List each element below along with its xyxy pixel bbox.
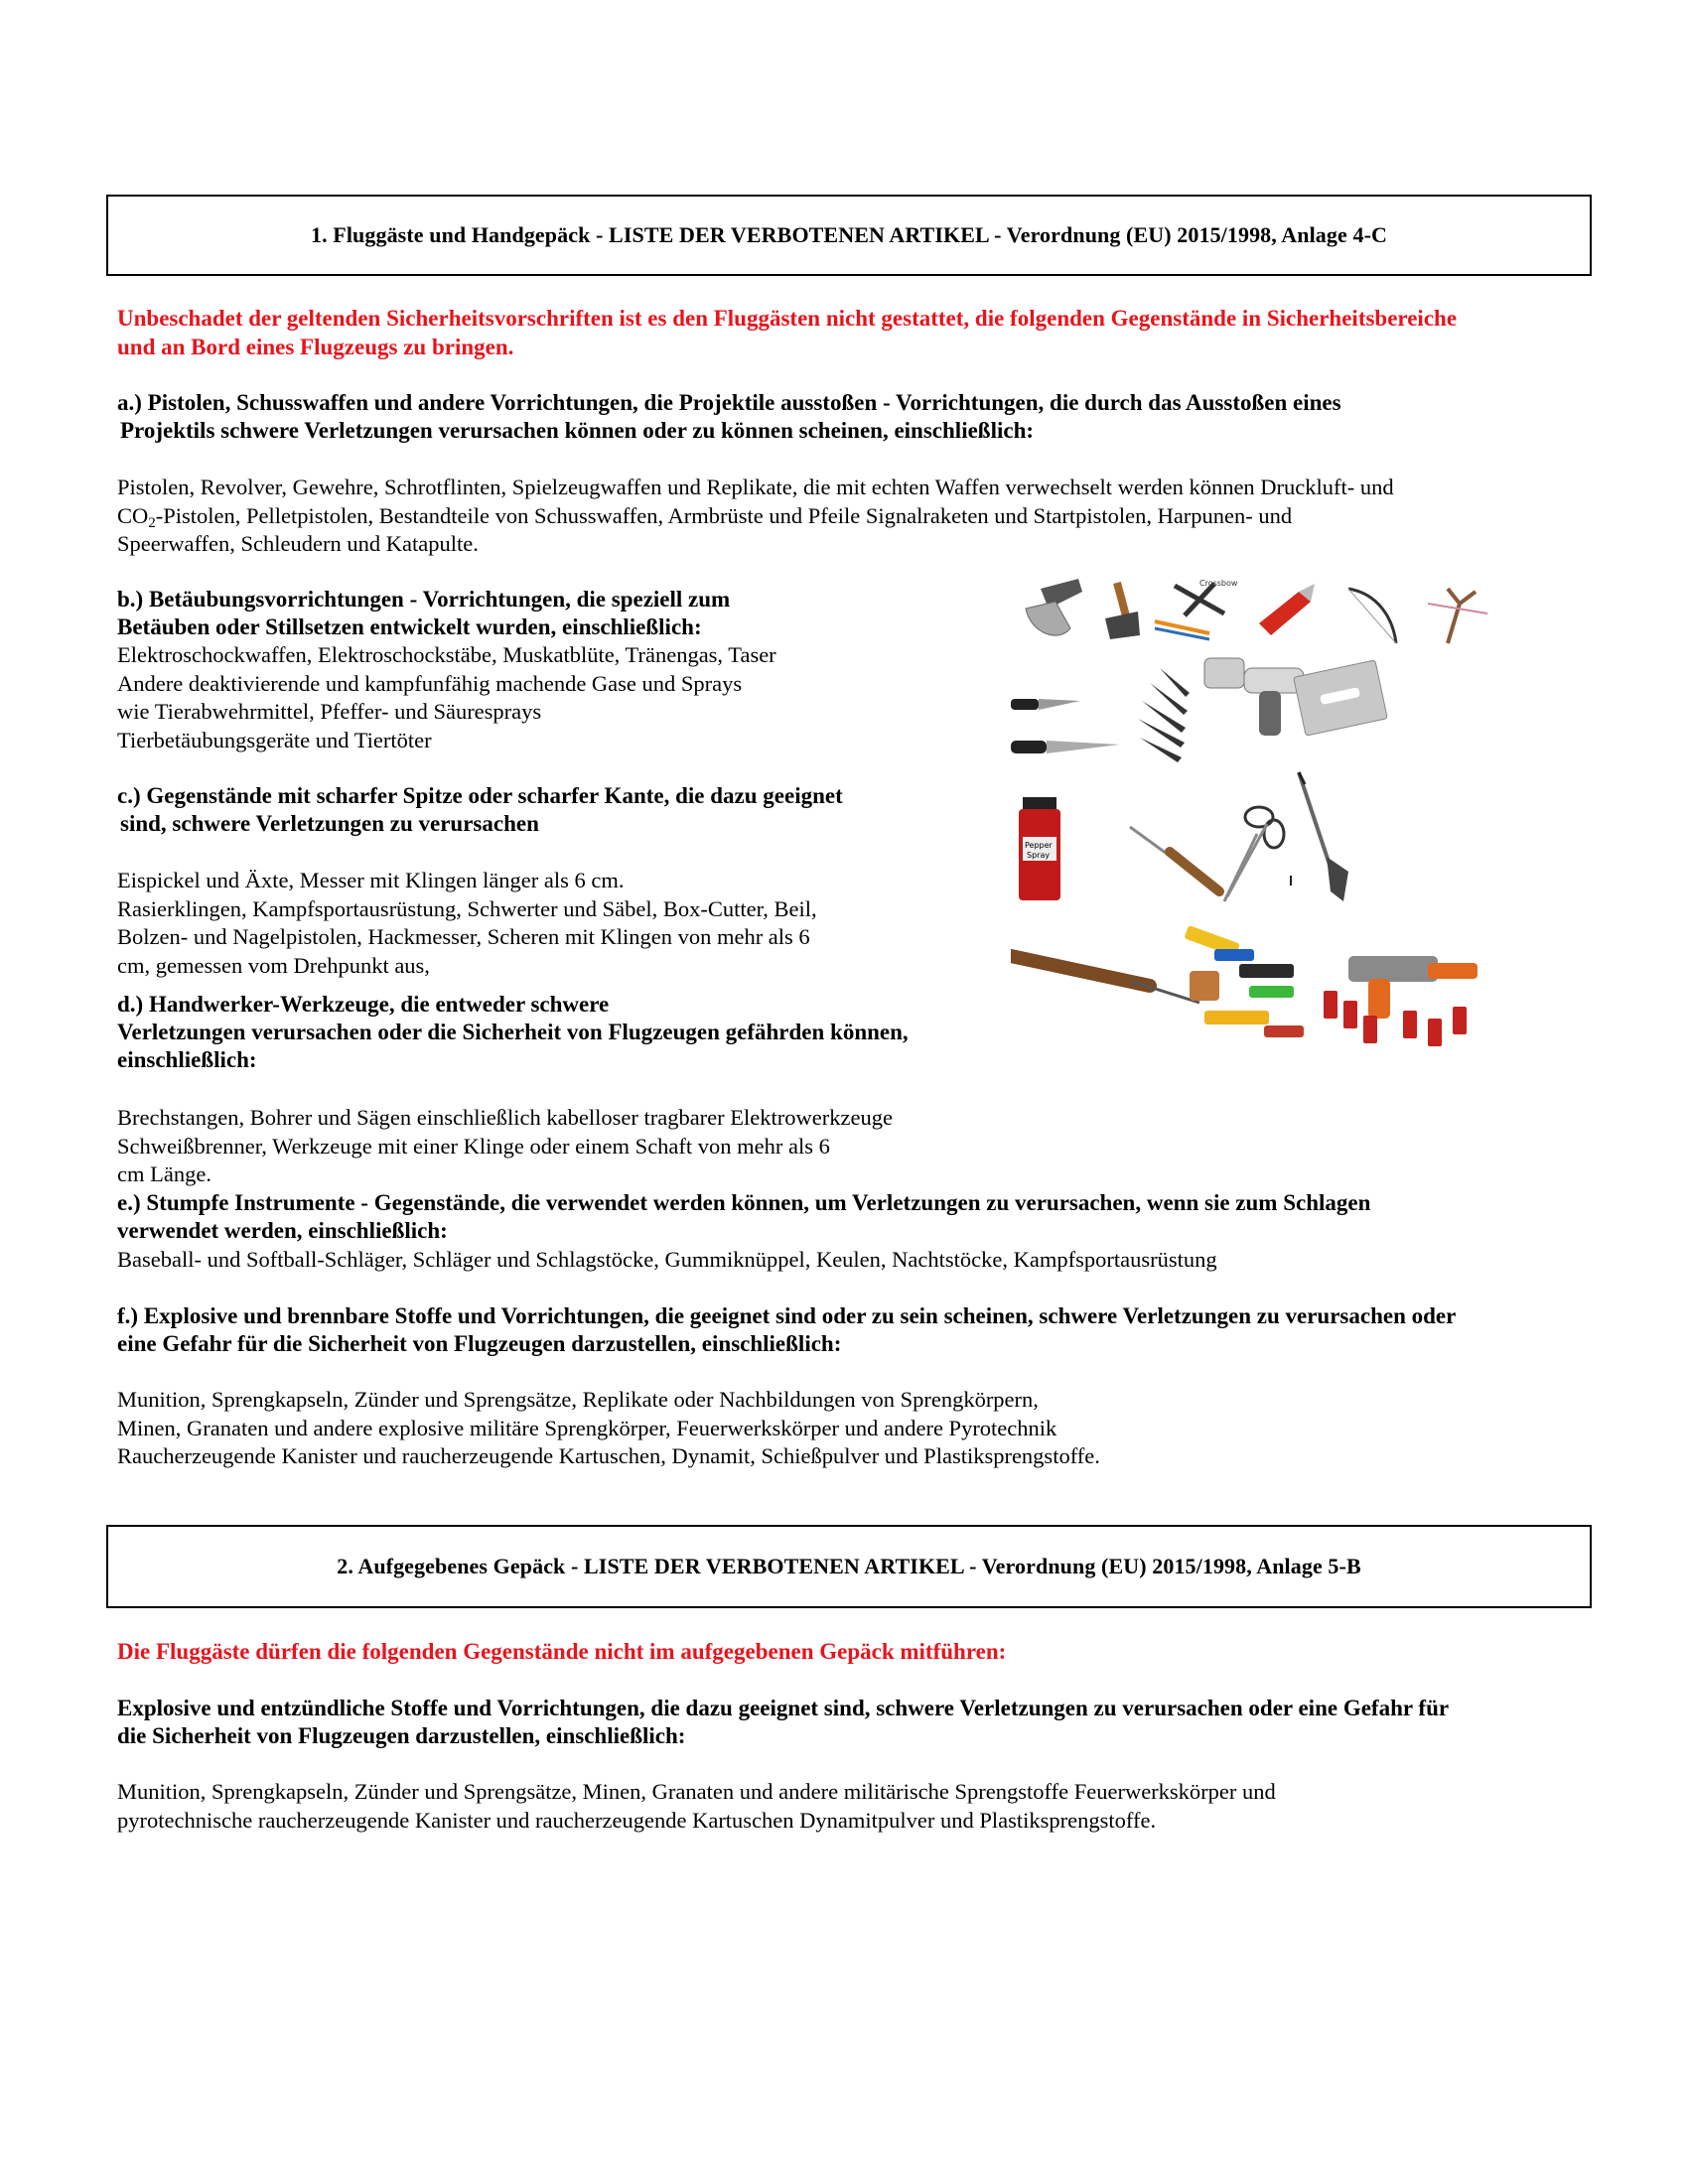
body-line: Eispickel und Äxte, Messer mit Klingen länger als 6 cm. [117,868,625,892]
heading-line: e.) Stumpfe Instrumente - Gegenstände, die verwendet werden können, um Verletzungen zu verursachen, wenn sie zum Schlagen [117,1190,1371,1215]
section-b-body [117,641,776,754]
co2-subscript: 2 [148,514,156,531]
speargun-icon [1291,772,1348,901]
heading-line: die Sicherheit von Flugzeugen darzustellen, einschließlich: [117,1723,686,1748]
section-c-heading [117,782,843,838]
section-f-body [117,1386,1100,1471]
section-a-body [117,474,1394,559]
body-line: Munition, Sprengkapseln, Zünder und Sprengsätze, Minen, Granaten und andere militärische Sprengstoffe Feuerwerkskörper und [117,1779,1276,1804]
intro-line: Unbeschadet der geltenden Sicherheitsvorschriften ist es den Fluggästen nicht gestattet, die folgenden Gegenstände in Sicherheitsbereiche [117,306,1458,331]
cartridges-icon [1324,991,1467,1046]
body-line: Bolzen- und Nagelpistolen, Hackmesser, Scheren mit Klingen von mehr als 6 [117,924,810,949]
section2-heading [117,1695,1449,1750]
body-line: Andere deaktivierende und kampfunfähig machende Gase und Sprays [117,670,743,696]
heading-line: Projektils schwere Verletzungen verursachen können oder zu können scheinen, einschließlich: [120,418,1035,443]
heading-line: c.) Gegenstände mit scharfer Spitze oder scharfer Kante, die dazu geeignet [117,783,843,808]
ice-pick-icon [1130,827,1219,891]
section1-title: 1. Fluggäste und Handgepäck - LISTE DER VERBOTENEN ARTIKEL - Verordnung (EU) 2015/1998, Anlage 4-C [311,222,1387,247]
body-line: Minen, Granaten und andere explosive militäre Sprengkörper, Feuerwerkskörper und andere Pyrotechnik [117,1415,1057,1440]
heading-line: d.) Handwerker-Werkzeuge, die entweder schwere [117,992,610,1017]
heading-line: verwendet werden, einschließlich: [117,1218,448,1243]
section-c-body [117,867,817,980]
heading-line: einschließlich: [117,1047,257,1072]
heading-line: Explosive und entzündliche Stoffe und Vorrichtungen, die dazu geeignet sind, schwere Verletzungen zu verursachen oder eine Gefahr für [117,1696,1450,1720]
body-line: cm, gemessen vom Drehpunkt aus, [117,952,430,978]
section2-title-box [106,1525,1592,1608]
flare-gun-icon [1204,658,1304,736]
crossbow-icon [1155,579,1238,639]
section-d-heading [117,991,909,1074]
razor-blade-icon [1294,660,1388,736]
section1-intro [117,304,1457,361]
crossbow-label: Crossbow [1199,579,1238,588]
body-line-rest: -Pistolen, Pelletpistolen, Bestandteile von Schusswaffen, Armbrüste und Pfeile Signalraketen und Startpistolen, Harpunen- und [155,502,1293,528]
heading-line: sind, schwere Verletzungen zu verursachen [120,811,539,836]
spray-label: Spray [1027,851,1051,860]
body-line: Speerwaffen, Schleudern und Katapulte. [117,531,479,556]
section-d-body [117,1104,893,1189]
section-e-body [117,1246,1217,1275]
heading-line: f.) Explosive und brennbare Stoffe und Vorrichtungen, die geeignet sind oder zu sein scheinen, schwere Verletzungen zu verursachen oder [117,1303,1457,1328]
heading-line: a.) Pistolen, Schusswaffen und andere Vorrichtungen, die Projektile ausstoßen - Vorrichtungen, die durch das Ausstoßen eines [117,390,1341,415]
knife-icon [1011,699,1120,753]
body-line: Rasierklingen, Kampfsportausrüstung, Schwerter und Säbel, Box-Cutter, Beil, [117,895,817,921]
rifle-icon [1011,956,1199,1003]
body-line: Tierbetäubungsgeräte und Tiertöter [117,727,432,752]
scissors-icon [1224,807,1284,901]
body-line: Elektroschockwaffen, Elektroschockstäbe, Muskatblüte, Tränengas, Taser [117,642,776,667]
body-line: Brechstangen, Bohrer und Sägen einschließlich kabelloser tragbarer Elektrowerkzeuge [117,1105,893,1130]
section-f-heading [117,1302,1456,1358]
hatchet-icon [1105,582,1140,639]
body-line: Munition, Sprengkapseln, Zünder und Sprengsätze, Replikate oder Nachbildungen von Sprengkörpern, [117,1387,1039,1412]
body-line [117,502,1394,531]
intro-line: und an Bord eines Flugzeugs zu bringen. [117,335,514,359]
throwing-knives-icon [1138,668,1190,762]
box-cutter-icon [1259,584,1315,635]
section2-intro: Die Fluggäste dürfen die folgenden Gegenstände nicht im aufgegebenen Gepäck mitführen: [117,1639,1007,1664]
body-line: Baseball- und Softball-Schläger, Schläger und Schlagstöcke, Gummiknüppel, Keulen, Nachtstöcke, Kampfsportausrüstung [117,1247,1217,1272]
body-line: Raucherzeugende Kanister und raucherzeugende Kartuschen, Dynamit, Schießpulver und Plastiksprengstoffe. [117,1443,1100,1468]
bow-icon [1348,589,1396,643]
heading-line: Betäuben oder Stillsetzen entwickelt wurden, einschließlich: [117,614,702,639]
body-line: wie Tierabwehrmittel, Pfeffer- und Säuresprays [117,699,542,724]
section1-title-box [106,195,1592,276]
section2-body [117,1778,1276,1835]
co2-text: CO [117,502,149,528]
section-a-heading [117,389,1341,445]
section-b-heading [117,586,730,641]
heading-line: eine Gefahr für die Sicherheit von Flugzeugen darzustellen, einschließlich: [117,1331,842,1356]
body-line: pyrotechnische raucherzeugende Kanister und raucherzeugende Kartuschen Dynamitpulver und Plastiksprengstoffe. [117,1807,1157,1833]
heading-line: b.) Betäubungsvorrichtungen - Vorrichtungen, die speziell zum [117,587,731,612]
section-e-heading [117,1189,1370,1245]
body-line: cm Länge. [117,1161,211,1186]
spray-label: Pepper [1025,841,1053,850]
pepper-spray-icon [1019,797,1060,900]
prohibited-items-collage [1011,574,1589,1064]
slingshot-icon [1428,589,1487,643]
toy-guns-icon [1184,925,1304,1037]
section2-title: 2. Aufgegebenes Gepäck - LISTE DER VERBOTENEN ARTIKEL - Verordnung (EU) 2015/1998, Anlage 5-B [337,1554,1361,1578]
body-line: Schweißbrenner, Werkzeuge mit einer Klinge oder einem Schaft von mehr als 6 [117,1133,830,1159]
axe-icon [1026,579,1082,635]
body-line: Pistolen, Revolver, Gewehre, Schrotflinten, Spielzeugwaffen und Replikate, die mit echten Waffen verwechselt werden können Druckluft- und [117,475,1394,499]
heading-line: Verletzungen verursachen oder die Sicherheit von Flugzeugen gefährden können, [117,1020,909,1044]
